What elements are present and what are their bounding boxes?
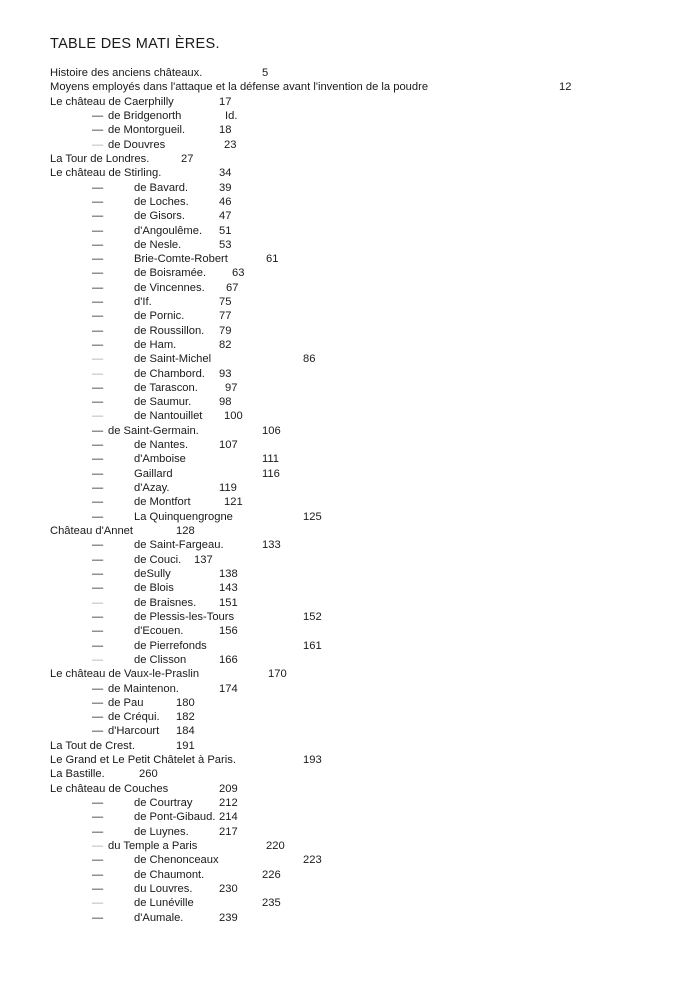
- toc-entry: [0, 524, 700, 538]
- toc-entry: [0, 839, 700, 853]
- toc-entry-dash: —: [92, 568, 104, 580]
- toc-entry-title: de Loches.: [134, 196, 189, 208]
- toc-entry-title: de Chenonceaux: [134, 854, 219, 866]
- toc-entry-dash: —: [92, 711, 104, 723]
- toc-entry: [0, 309, 700, 323]
- toc-entry-dash: —: [92, 253, 104, 265]
- toc-entry: [0, 667, 700, 681]
- toc-entry: [0, 911, 700, 925]
- toc-entry: [0, 123, 700, 137]
- toc-entry: [0, 610, 700, 624]
- toc-entry-dash: —: [92, 396, 104, 408]
- toc-entry-title: de Ham.: [134, 339, 177, 351]
- toc-entry-dash: —: [92, 210, 104, 222]
- toc-entry-page-number: 17: [219, 96, 232, 108]
- toc-entry-dash: —: [92, 597, 104, 609]
- toc-entry: [0, 810, 700, 824]
- toc-entry-page-number: 260: [139, 768, 158, 780]
- toc-entry-page-number: 77: [219, 310, 232, 322]
- toc-entry-dash: —: [92, 725, 104, 737]
- toc-entry-title: de Plessis-les-Tours: [134, 611, 235, 623]
- toc-entry-page-number: 212: [219, 797, 238, 809]
- toc-entry-title: de Lunéville: [134, 897, 194, 909]
- toc-entry-dash: —: [92, 267, 104, 279]
- toc-entry-title: de Braisnes.: [134, 597, 197, 609]
- toc-entry-dash: —: [92, 582, 104, 594]
- toc-entry-page-number: 18: [219, 124, 232, 136]
- toc-entry-title: de Tarascon.: [134, 382, 198, 394]
- toc-entry-page-number: 51: [219, 225, 232, 237]
- toc-entry-page-number: 106: [262, 425, 281, 437]
- toc-entry: [0, 281, 700, 295]
- toc-entry-title: du Louvres.: [134, 883, 193, 895]
- toc-entry-title: de Pont-Gibaud.: [134, 811, 216, 823]
- toc-entry-title: Le Grand et Le Petit Châtelet à Paris.: [50, 754, 236, 766]
- toc-entry-title: de Chambord.: [134, 368, 205, 380]
- toc-entry-dash: —: [92, 410, 104, 422]
- toc-entry-page-number: 46: [219, 196, 232, 208]
- toc-entry-title: de Saumur.: [134, 396, 192, 408]
- toc-entry: [0, 209, 700, 223]
- toc-entry-title: de Couci.: [134, 554, 182, 566]
- toc-entry: [0, 80, 700, 94]
- toc-entry-title: d'Angoulême.: [134, 225, 203, 237]
- toc-entry-dash: —: [92, 425, 104, 437]
- toc-entry-title: d'Azay.: [134, 482, 170, 494]
- toc-entry-title: d'Ecouen.: [134, 625, 184, 637]
- toc-entry-title: La Bastille.: [50, 768, 105, 780]
- toc-entry-title: Brie-Comte-Robert: [134, 253, 228, 265]
- toc-entry-page-number: 82: [219, 339, 232, 351]
- toc-entry-page-number: 5: [262, 67, 269, 79]
- toc-entry-page-number: 239: [219, 912, 238, 924]
- toc-entry-page-number: Id.: [225, 110, 238, 122]
- toc-entry: [0, 782, 700, 796]
- toc-entry-title: d'Harcourt: [108, 725, 160, 737]
- toc-entry-title: de Maintenon.: [108, 683, 179, 695]
- toc-entry-page-number: 121: [224, 496, 243, 508]
- toc-entry-page-number: 100: [224, 410, 243, 422]
- toc-entry-dash: —: [92, 325, 104, 337]
- toc-entry-page-number: 23: [224, 139, 237, 151]
- toc-entry-dash: —: [92, 539, 104, 551]
- toc-entry-dash: —: [92, 611, 104, 623]
- toc-entry-dash: —: [92, 683, 104, 695]
- toc-entry-page-number: 223: [303, 854, 322, 866]
- toc-entry-dash: —: [92, 654, 104, 666]
- toc-entry-page-number: 191: [176, 740, 195, 752]
- toc-entry: [0, 338, 700, 352]
- toc-entry-title: de Saint-Germain.: [108, 425, 199, 437]
- toc-entry-dash: —: [92, 296, 104, 308]
- toc-entry-title: de Courtray: [134, 797, 193, 809]
- toc-entry: [0, 896, 700, 910]
- toc-entry: [0, 882, 700, 896]
- toc-entry-page-number: 170: [268, 668, 287, 680]
- toc-entry-page-number: 193: [303, 754, 322, 766]
- toc-entry-title: Château d'Annet: [50, 525, 133, 537]
- toc-entry-page-number: 161: [303, 640, 322, 652]
- toc-entry: [0, 238, 700, 252]
- toc-entry-title: de Nantes.: [134, 439, 189, 451]
- toc-entry-page-number: 61: [266, 253, 279, 265]
- toc-entry-page-number: 47: [219, 210, 232, 222]
- toc-entry-page-number: 53: [219, 239, 232, 251]
- toc-entry-title: de Blois: [134, 582, 174, 594]
- toc-entry-title: d'Aumale.: [134, 912, 184, 924]
- toc-entry-page-number: 230: [219, 883, 238, 895]
- toc-entry: [0, 724, 700, 738]
- toc-entry: [0, 352, 700, 366]
- toc-entry-page-number: 119: [219, 482, 237, 494]
- toc-entry: [0, 495, 700, 509]
- toc-entry-page-number: 137: [194, 554, 213, 566]
- toc-entry-page-number: 39: [219, 182, 232, 194]
- toc-entry: [0, 796, 700, 810]
- toc-entry: [0, 739, 700, 753]
- toc-entry-page-number: 166: [219, 654, 238, 666]
- toc-entry: [0, 510, 700, 524]
- toc-entry-title: d'Amboise: [134, 453, 186, 465]
- toc-entry-page-number: 75: [219, 296, 232, 308]
- toc-entry-dash: —: [92, 869, 104, 881]
- toc-entry-page-number: 93: [219, 368, 232, 380]
- toc-entry-page-number: 125: [303, 511, 322, 523]
- toc-entry: [0, 696, 700, 710]
- toc-entry-dash: —: [92, 196, 104, 208]
- toc-entry: [0, 767, 700, 781]
- toc-entry-dash: —: [92, 353, 104, 365]
- toc-entry-title: Le château de Couches: [50, 783, 169, 795]
- toc-entry-page-number: 214: [219, 811, 238, 823]
- toc-entry-title: de Vincennes.: [134, 282, 205, 294]
- toc-entry-page-number: 174: [219, 683, 238, 695]
- toc-entry: [0, 567, 700, 581]
- toc-entry: [0, 653, 700, 667]
- toc-entry-title: La Tour de Londres.: [50, 153, 150, 165]
- toc-entry-title: Le château de Stirling.: [50, 167, 162, 179]
- toc-entry: [0, 424, 700, 438]
- toc-entry: [0, 138, 700, 152]
- toc-entry-page-number: 63: [232, 267, 245, 279]
- toc-entry: [0, 467, 700, 481]
- toc-entry-title: d'If.: [134, 296, 152, 308]
- toc-entry-dash: —: [92, 511, 104, 523]
- toc-entry-page-number: 226: [262, 869, 281, 881]
- toc-entry-title: de Saint-Fargeau.: [134, 539, 224, 551]
- toc-entry-dash: —: [92, 468, 104, 480]
- toc-entry-page-number: 86: [303, 353, 316, 365]
- toc-entry: [0, 166, 700, 180]
- toc-entry-dash: —: [92, 912, 104, 924]
- toc-entry-dash: —: [92, 554, 104, 566]
- toc-entry: [0, 295, 700, 309]
- toc-entry-title: de Roussillon.: [134, 325, 205, 337]
- toc-entry-dash: —: [92, 811, 104, 823]
- toc-entry-title: de Saint-Michel: [134, 353, 212, 365]
- toc-entry-title: de Boisramée.: [134, 267, 207, 279]
- toc-entry-page-number: 182: [176, 711, 195, 723]
- toc-entry-page-number: 107: [219, 439, 238, 451]
- toc-entry-title: Moyens employés dans l'attaque et la défense avant l'invention de la poudre: [50, 81, 429, 93]
- toc-entry-dash: —: [92, 854, 104, 866]
- page-title: TABLE DES MATI ÈRES.: [50, 36, 220, 52]
- toc-entry-page-number: 111: [262, 453, 280, 465]
- toc-entry-dash: —: [92, 239, 104, 251]
- toc-entry-title: de Montfort: [134, 496, 191, 508]
- toc-entry-dash: —: [92, 382, 104, 394]
- toc-entry: [0, 481, 700, 495]
- toc-entry-page-number: 220: [266, 840, 285, 852]
- toc-entry-title: de Pornic.: [134, 310, 185, 322]
- toc-entry: [0, 825, 700, 839]
- toc-entry: [0, 395, 700, 409]
- toc-entry-title: Le château de Caerphilly: [50, 96, 174, 108]
- toc-entry-page-number: 67: [226, 282, 239, 294]
- toc-entry-page-number: 180: [176, 697, 195, 709]
- toc-entry: [0, 553, 700, 567]
- toc-entry-page-number: 151: [219, 597, 238, 609]
- toc-entry: [0, 452, 700, 466]
- toc-entry: [0, 438, 700, 452]
- toc-entry-title: La Tout de Crest.: [50, 740, 135, 752]
- toc-entry-page-number: 133: [262, 539, 281, 551]
- toc-entry: [0, 682, 700, 696]
- toc-entry-page-number: 27: [181, 153, 194, 165]
- toc-entry-dash: —: [92, 453, 104, 465]
- toc-entry: [0, 266, 700, 280]
- toc-entry-title: de Montorgueil.: [108, 124, 186, 136]
- toc-entry: [0, 252, 700, 266]
- toc-entry-dash: —: [92, 897, 104, 909]
- toc-entry-dash: —: [92, 339, 104, 351]
- toc-entry-title: de Pierrefonds: [134, 640, 207, 652]
- toc-entry: [0, 624, 700, 638]
- toc-entry: [0, 753, 700, 767]
- toc-entry: [0, 152, 700, 166]
- toc-entry: [0, 324, 700, 338]
- toc-entry: [0, 95, 700, 109]
- toc-entry-page-number: 217: [219, 826, 238, 838]
- toc-entry-title: de Nantouillet: [134, 410, 203, 422]
- toc-entry-title: Histoire des anciens châteaux.: [50, 67, 203, 79]
- toc-entry: [0, 66, 700, 80]
- toc-entry-page-number: 156: [219, 625, 238, 637]
- toc-entry: [0, 639, 700, 653]
- toc-entry-page-number: 184: [176, 725, 195, 737]
- toc-entry-page-number: 79: [219, 325, 232, 337]
- toc-entry-dash: —: [92, 883, 104, 895]
- toc-entry-dash: —: [92, 182, 104, 194]
- toc-entry-title: Le château de Vaux-le-Praslin: [50, 668, 200, 680]
- toc-entry-dash: —: [92, 496, 104, 508]
- toc-entry-dash: —: [92, 139, 104, 151]
- toc-entry-dash: —: [92, 840, 104, 852]
- toc-entry-title: de Luynes.: [134, 826, 189, 838]
- toc-entry-title: La Quinquengrogne: [134, 511, 233, 523]
- toc-entry-title: de Nesle.: [134, 239, 182, 251]
- toc-entry: [0, 581, 700, 595]
- toc-entry: [0, 367, 700, 381]
- toc-entry: [0, 109, 700, 123]
- toc-entry-title: de Douvres: [108, 139, 166, 151]
- toc-entry-page-number: 98: [219, 396, 232, 408]
- toc-entry-page-number: 34: [219, 167, 232, 179]
- toc-entry-title: de Gisors.: [134, 210, 185, 222]
- toc-entry-dash: —: [92, 797, 104, 809]
- toc-entry-dash: —: [92, 625, 104, 637]
- toc-entry: [0, 853, 700, 867]
- toc-entry-dash: —: [92, 310, 104, 322]
- toc-entry-title: de Clisson: [134, 654, 187, 666]
- toc-entry-title: deSully: [134, 568, 171, 580]
- toc-entry-page-number: 12: [559, 81, 572, 93]
- toc-entry-dash: —: [92, 697, 104, 709]
- toc-entry-dash: —: [92, 225, 104, 237]
- toc-entry: [0, 381, 700, 395]
- toc-entry-page-number: 138: [219, 568, 238, 580]
- toc-entry-title: de Bridgenorth: [108, 110, 182, 122]
- toc-entry-page-number: 152: [303, 611, 322, 623]
- toc-entry-dash: —: [92, 439, 104, 451]
- toc-entry-dash: —: [92, 482, 104, 494]
- toc-entry-page-number: 128: [176, 525, 195, 537]
- toc-entry: [0, 538, 700, 552]
- toc-entry-title: de Créqui.: [108, 711, 160, 723]
- toc-entry: [0, 409, 700, 423]
- toc-entry-title: du Temple a Paris: [108, 840, 198, 852]
- toc-entry-page-number: 97: [225, 382, 238, 394]
- toc-entry-page-number: 143: [219, 582, 238, 594]
- toc-entry-dash: —: [92, 826, 104, 838]
- toc-entry: [0, 596, 700, 610]
- toc-entry-title: de Pau: [108, 697, 144, 709]
- toc-entry: [0, 181, 700, 195]
- toc-entry: [0, 710, 700, 724]
- toc-entry-page-number: 116: [262, 468, 280, 480]
- toc-entry-dash: —: [92, 368, 104, 380]
- toc-entry-page-number: 235: [262, 897, 281, 909]
- toc-entry-title: de Chaumont.: [134, 869, 205, 881]
- toc-entry-dash: —: [92, 282, 104, 294]
- toc-entry-dash: —: [92, 124, 104, 136]
- toc-entry-page-number: 209: [219, 783, 238, 795]
- toc-entry: [0, 868, 700, 882]
- toc-entry-title: Gaillard: [134, 468, 173, 480]
- toc-entry-title: de Bavard.: [134, 182, 189, 194]
- toc-entry: [0, 224, 700, 238]
- toc-entry-dash: —: [92, 640, 104, 652]
- toc-entry: [0, 195, 700, 209]
- toc-entry-dash: —: [92, 110, 104, 122]
